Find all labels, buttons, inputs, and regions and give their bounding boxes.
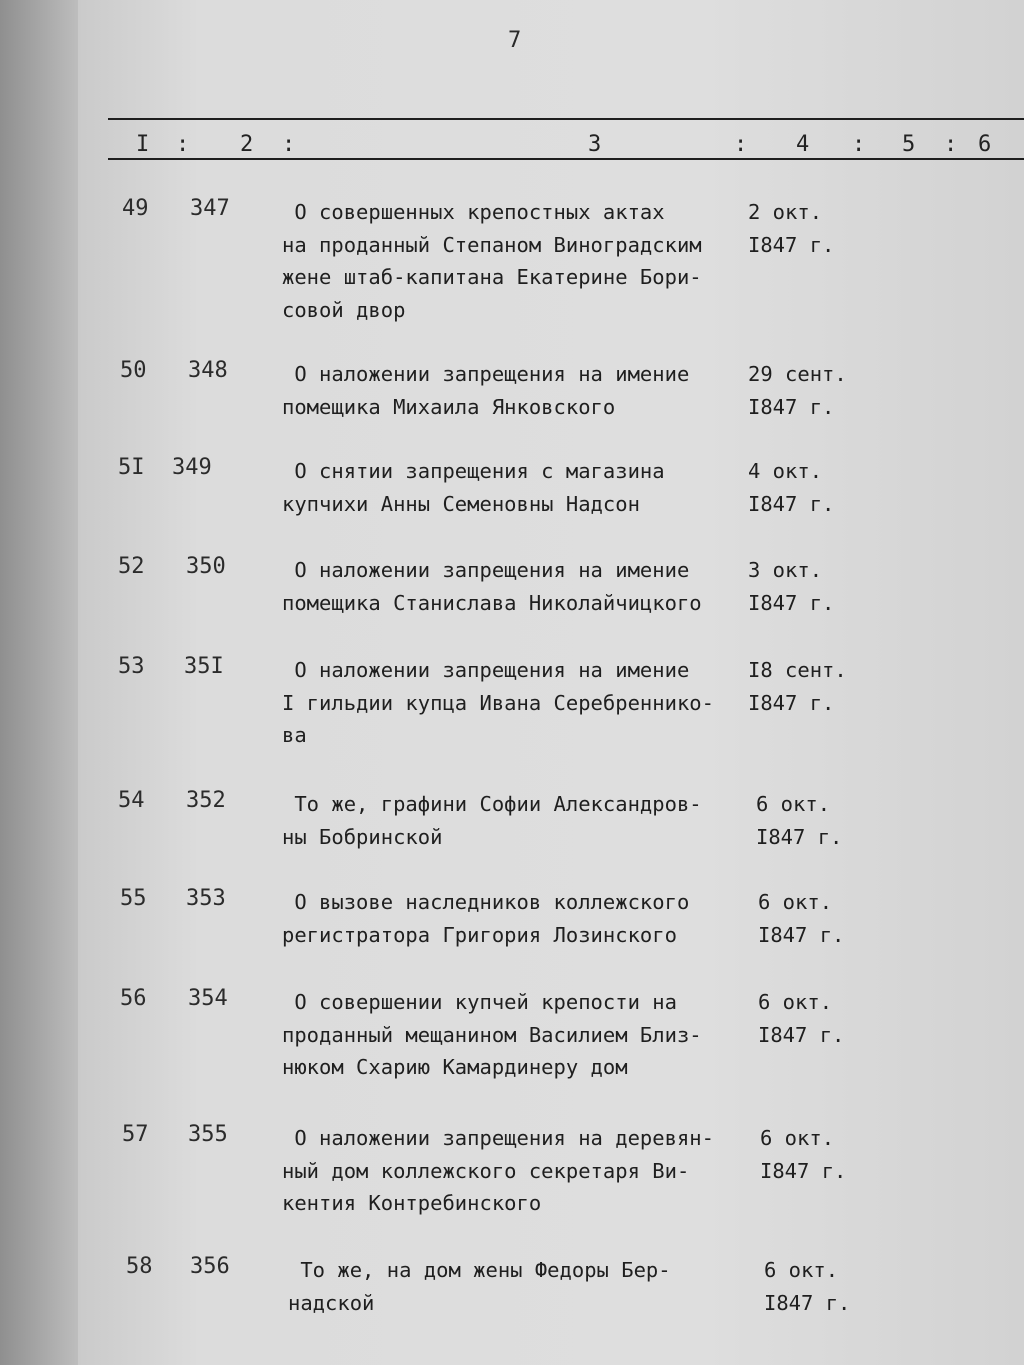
- header-col-1: I: [136, 132, 150, 157]
- description-line: на проданный Степаном Виноградским: [282, 232, 702, 257]
- header-col-3: 3: [588, 132, 602, 157]
- description-line: жене штаб-капитана Екатерине Бори-: [282, 265, 702, 289]
- header-col-6: 6: [978, 132, 992, 157]
- date-year: I847 г.: [756, 824, 843, 849]
- date-day: 2 окт.: [748, 200, 823, 224]
- page-margin-shadow: [0, 0, 78, 1365]
- date-day: 3 окт.: [748, 558, 823, 582]
- document-number: 356: [190, 1254, 230, 1279]
- entry-number: 56: [120, 986, 147, 1011]
- description-line: О наложении запрещения на деревян-: [282, 1126, 714, 1150]
- description-line: ный дом коллежского секретаря Ви-: [282, 1158, 690, 1183]
- entry-number: 5I: [118, 455, 145, 480]
- document-number: 355: [188, 1122, 228, 1147]
- entry-date: [748, 455, 834, 520]
- entry-date: [748, 358, 847, 423]
- entry-number: 49: [122, 196, 149, 221]
- entry-number: 54: [118, 788, 145, 813]
- document-number: 353: [186, 886, 226, 911]
- entry-number: 58: [126, 1254, 153, 1279]
- date-day: 6 окт.: [758, 990, 833, 1014]
- entry-number: 55: [120, 886, 147, 911]
- header-col-5: 5: [902, 132, 916, 157]
- description-line: I гильдии купца Ивана Серебреннико-: [282, 690, 714, 715]
- description-line: помещика Михаила Янковского: [282, 394, 616, 419]
- description-line: регистратора Григория Лозинского: [282, 922, 677, 947]
- entry-description: [282, 196, 742, 326]
- date-day: 6 окт.: [760, 1126, 835, 1150]
- description-line: ва: [282, 723, 307, 747]
- header-separator: :: [852, 132, 866, 157]
- date-year: I847 г.: [748, 491, 835, 516]
- description-line: О совершении купчей крепости на: [282, 990, 677, 1014]
- header-col-2: 2: [240, 132, 254, 157]
- entry-description: [282, 455, 742, 520]
- header-separator: :: [944, 132, 958, 157]
- entry-description: [282, 554, 742, 619]
- entry-number: 57: [122, 1122, 149, 1147]
- entry-description: [288, 1254, 748, 1319]
- description-line: нюком Схарию Камардинеру дом: [282, 1055, 628, 1079]
- header-col-4: 4: [796, 132, 810, 157]
- description-line: О наложении запрещения на имение: [282, 658, 690, 682]
- page-number: 7: [508, 28, 522, 53]
- description-line: купчихи Анны Семеновны Надсон: [282, 491, 640, 516]
- header-separator: :: [282, 132, 296, 157]
- date-day: 6 окт.: [764, 1258, 839, 1282]
- entry-description: [282, 358, 742, 423]
- header-separator: :: [176, 132, 190, 157]
- document-number: 348: [188, 358, 228, 383]
- description-line: То же, графини Софии Александров-: [282, 792, 702, 816]
- entry-date: [756, 788, 842, 853]
- date-year: I847 г.: [758, 922, 845, 947]
- entry-number: 52: [118, 554, 145, 579]
- table-header-rule: [108, 158, 1024, 160]
- description-line: О снятии запрещения с магазина: [282, 459, 665, 483]
- description-line: совой двор: [282, 297, 406, 322]
- document-number: 35I: [184, 654, 224, 679]
- description-line: О вызове наследников коллежского: [282, 890, 690, 914]
- entry-description: [282, 654, 742, 752]
- entry-description: [282, 1122, 742, 1220]
- date-year: I847 г.: [760, 1158, 847, 1183]
- entry-description: [282, 788, 742, 853]
- description-line: О наложении запрещения на имение: [282, 362, 690, 386]
- document-number: 350: [186, 554, 226, 579]
- description-line: надской: [288, 1290, 375, 1315]
- table-top-rule: [108, 118, 1024, 120]
- description-line: О совершенных крепостных актах: [282, 200, 665, 224]
- header-separator: :: [734, 132, 748, 157]
- date-day: 6 окт.: [758, 890, 833, 914]
- entry-number: 53: [118, 654, 145, 679]
- entry-date: [748, 654, 847, 719]
- description-line: кентия Контребинского: [282, 1191, 542, 1215]
- entry-description: [282, 986, 742, 1084]
- date-year: I847 г.: [748, 232, 835, 257]
- description-line: проданный мещанином Василием Близ-: [282, 1022, 702, 1047]
- date-year: I847 г.: [764, 1290, 851, 1315]
- date-day: I8 сент.: [748, 658, 847, 682]
- description-line: помещика Станислава Николайчицкого: [282, 590, 702, 615]
- date-year: I847 г.: [748, 690, 835, 715]
- description-line: То же, на дом жены Федоры Бер-: [288, 1258, 671, 1282]
- date-year: I847 г.: [748, 394, 835, 419]
- document-number: 347: [190, 196, 230, 221]
- date-year: I847 г.: [748, 590, 835, 615]
- document-number: 349: [172, 455, 212, 480]
- entry-date: [758, 886, 844, 951]
- entry-date: [748, 554, 834, 619]
- document-number: 354: [188, 986, 228, 1011]
- entry-date: [764, 1254, 850, 1319]
- description-line: О наложении запрещения на имение: [282, 558, 690, 582]
- date-day: 29 сент.: [748, 362, 847, 386]
- date-day: 4 окт.: [748, 459, 823, 483]
- date-year: I847 г.: [758, 1022, 845, 1047]
- entry-date: [758, 986, 844, 1051]
- entry-date: [748, 196, 834, 261]
- entry-number: 50: [120, 358, 147, 383]
- description-line: ны Бобринской: [282, 824, 443, 849]
- date-day: 6 окт.: [756, 792, 831, 816]
- entry-description: [282, 886, 742, 951]
- entry-date: [760, 1122, 846, 1187]
- document-number: 352: [186, 788, 226, 813]
